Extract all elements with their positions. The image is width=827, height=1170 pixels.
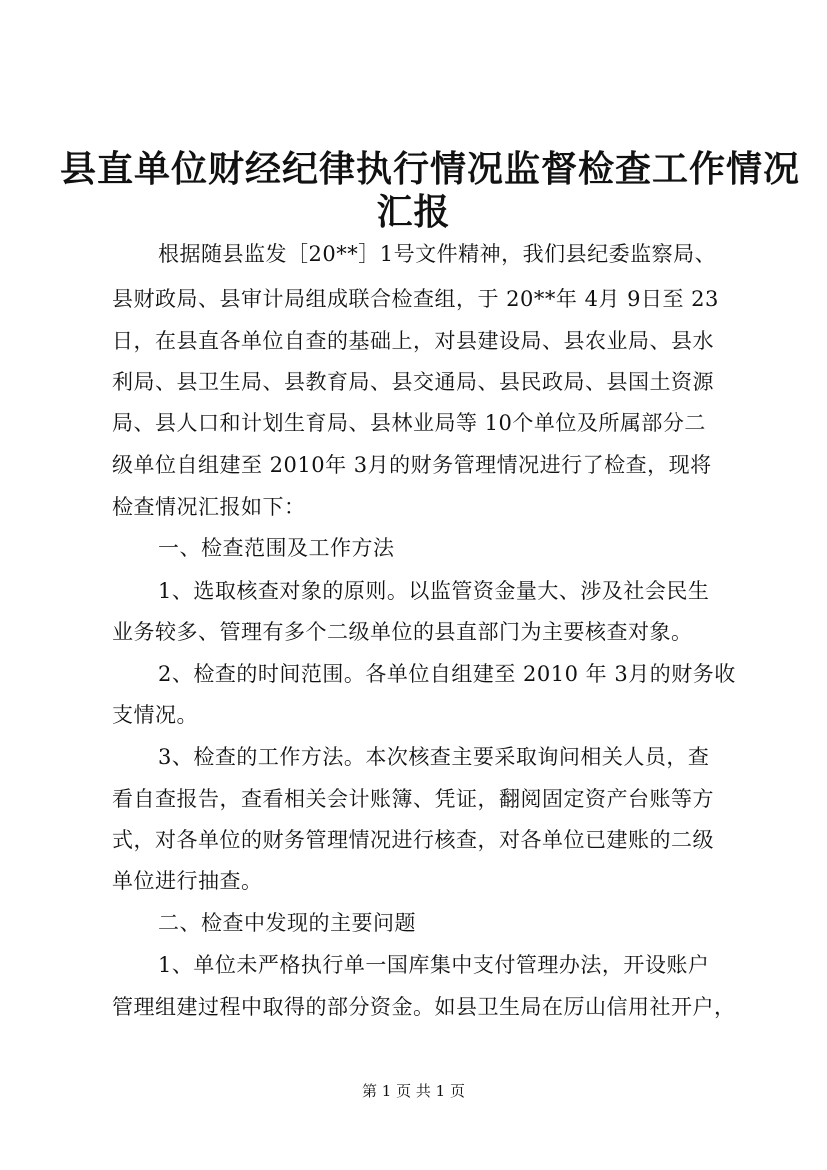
body-line: 支情况。	[112, 703, 198, 727]
body-line: 利局、县卫生局、县教育局、县交通局、县民政局、县国土资源	[112, 370, 714, 394]
body-line: 局、县人口和计划生育局、县林业局等 10个单位及所属部分二	[112, 411, 706, 435]
body-line: 管理组建过程中取得的部分资金。如县卫生局在厉山信用社开户，	[112, 995, 736, 1019]
body-line: 2、检查的时间范围。各单位自组建至 2010 年 3月的财务收	[158, 662, 736, 686]
document-title-line-2: 汇报	[376, 191, 451, 233]
body-line: 1、单位未严格执行单一国库集中支付管理办法，开设账户	[158, 953, 710, 977]
section-heading: 二、检查中发现的主要问题	[158, 911, 416, 935]
body-line: 检查情况汇报如下：	[112, 495, 306, 519]
page-footer: 第 1 页 共 1 页	[362, 1082, 465, 1100]
body-line: 单位进行抽查。	[112, 869, 263, 893]
body-line: 3、检查的工作方法。本次核查主要采取询问相关人员，查	[158, 745, 710, 769]
body-line: 级单位自组建至 2010年 3月的财务管理情况进行了检查，现将	[112, 453, 712, 477]
section-heading: 一、检查范围及工作方法	[158, 536, 395, 560]
body-line: 1、选取核查对象的原则。以监管资金量大、涉及社会民生	[158, 579, 710, 603]
body-line: 根据随县监发［20**］1号文件精神，我们县纪委监察局、	[158, 242, 717, 266]
body-line: 看自查报告，查看相关会计账簿、凭证，翻阅固定资产台账等方	[112, 787, 714, 811]
body-line: 式，对各单位的财务管理情况进行核查，对各单位已建账的二级	[112, 828, 714, 852]
body-line: 业务较多、管理有多个二级单位的县直部门为主要核查对象。	[112, 620, 693, 644]
body-line: 县财政局、县审计局组成联合检查组，于 20**年 4月 9日至 23	[112, 287, 719, 311]
document-title-line-1: 县直单位财经纪律执行情况监督检查工作情况	[60, 148, 801, 190]
body-line: 日，在县直各单位自查的基础上，对县建设局、县农业局、县水	[112, 329, 714, 353]
